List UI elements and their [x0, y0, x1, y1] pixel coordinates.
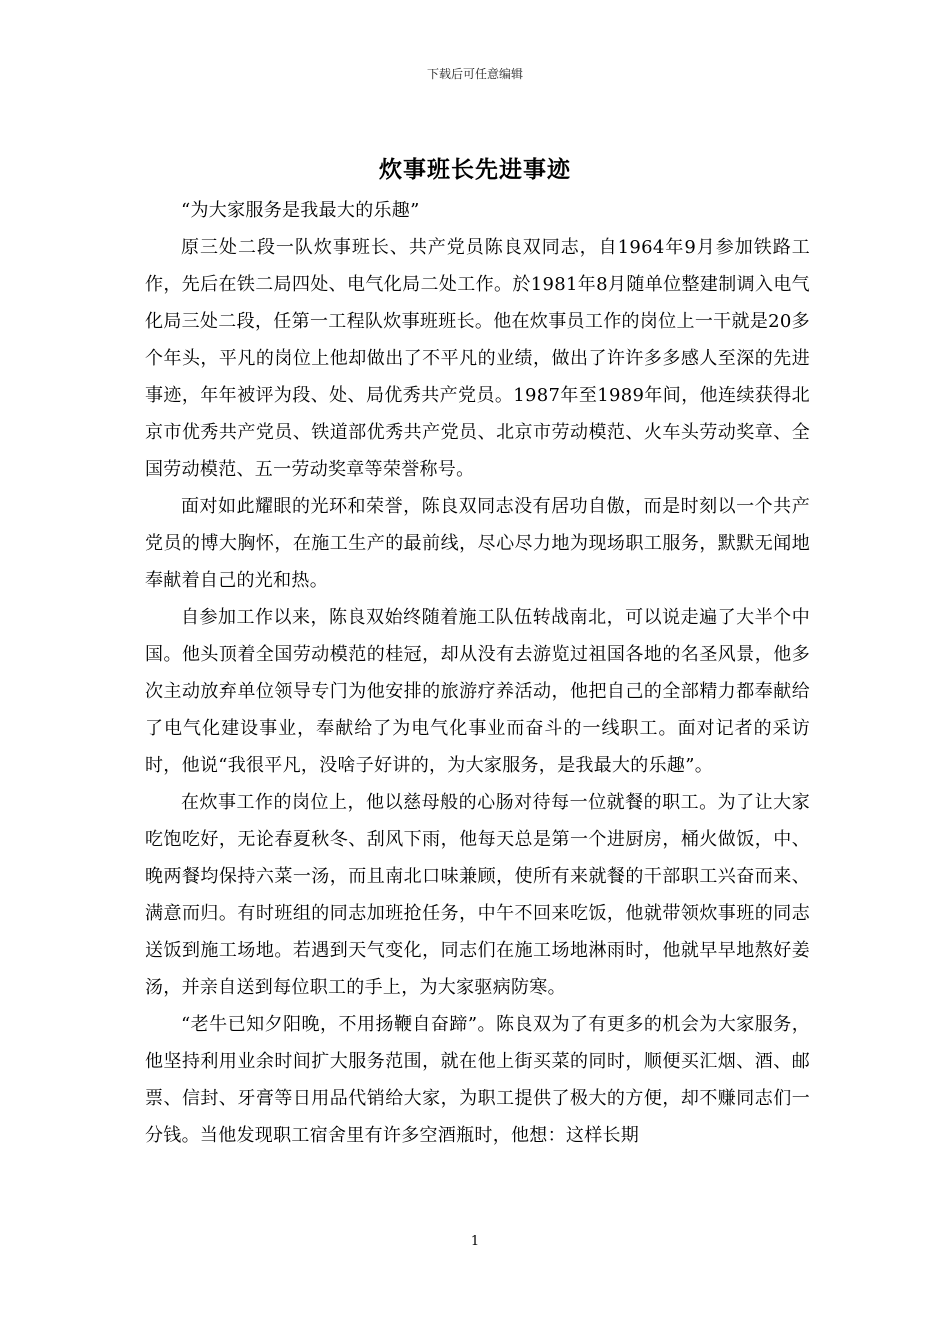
paragraph-3: 自参加工作以来，陈良双始终随着施工队伍转战南北，可以说走遍了大半个中国。他头顶着全国劳动模范的桂冠，却从没有去游览过祖国各地的名圣风景，他多次主动放弃单位领导专门为他安排的旅游疗养活动，他把自己的全部精力都奉献给了电气化建设事业，奉献给了为电气化事业而奋斗的一线职工。面对记者的采访时，他说“我很平凡，没啥子好讲的，为大家服务，是我最大的乐趣”。 — [145, 607, 810, 776]
paragraph-1: 原三处二段一队炊事班长、共产党员陈良双同志，自1964年9月参加铁路工作，先后在铁二局四处、电气化局二处工作。於1981年8月随单位整建制调入电气化局三处二段，任第一工程队炊事班班长。他在炊事员工作的岗位上一干就是20多个年头，平凡的岗位上他却做出了不平凡的业绩，做出了许许多多感人至深的先进事迹，年年被评为段、处、局优秀共产党员。1987年至1989年间，他连续获得北京市优秀共产党员、铁道部优秀共产党员、北京市劳动模范、火车头劳动奖章、全国劳动模范、五一劳动奖章等荣誉称号。 — [145, 237, 810, 480]
paragraph-5: “老牛已知夕阳晚，不用扬鞭自奋蹄”。陈良双为了有更多的机会为大家服务，他坚持利用业余时间扩大服务范围，就在他上街买菜的同时，顺便买汇烟、酒、邮票、信封、牙膏等日用品代销给大家，为职工提供了极大的方便，却不赚同志们一分钱。当他发现职工宿舍里有许多空酒瓶时，他想：这样长期 — [145, 1014, 810, 1146]
document-body — [145, 192, 810, 1154]
page-number: 1 — [470, 1234, 480, 1249]
document-title: 炊事班长先进事迹 — [379, 156, 571, 183]
page-header: 下载后可任意编辑 — [426, 67, 523, 81]
document-subtitle: “为大家服务是我最大的乐趣” — [181, 200, 420, 221]
paragraph-4: 在炊事工作的岗位上，他以慈母般的心肠对待每一位就餐的职工。为了让大家吃饱吃好，无论春夏秋冬、刮风下雨，他每天总是第一个进厨房，桶火做饭，中、晚两餐均保持六菜一汤，而且南北口味兼顾，使所有来就餐的干部职工兴奋而来、满意而归。有时班组的同志加班抢任务，中午不回来吃饭，他就带领炊事班的同志送饭到施工场地。若遇到天气变化，同志们在施工场地淋雨时，他就早早地熬好姜汤，并亲自送到每位职工的手上，为大家驱病防寒。 — [145, 792, 810, 998]
paragraph-2: 面对如此耀眼的光环和荣誉，陈良双同志没有居功自傲，而是时刻以一个共产党员的博大胸怀，在施工生产的最前线，尽心尽力地为现场职工服务，默默无闻地奉献着自己的光和热。 — [145, 496, 810, 591]
